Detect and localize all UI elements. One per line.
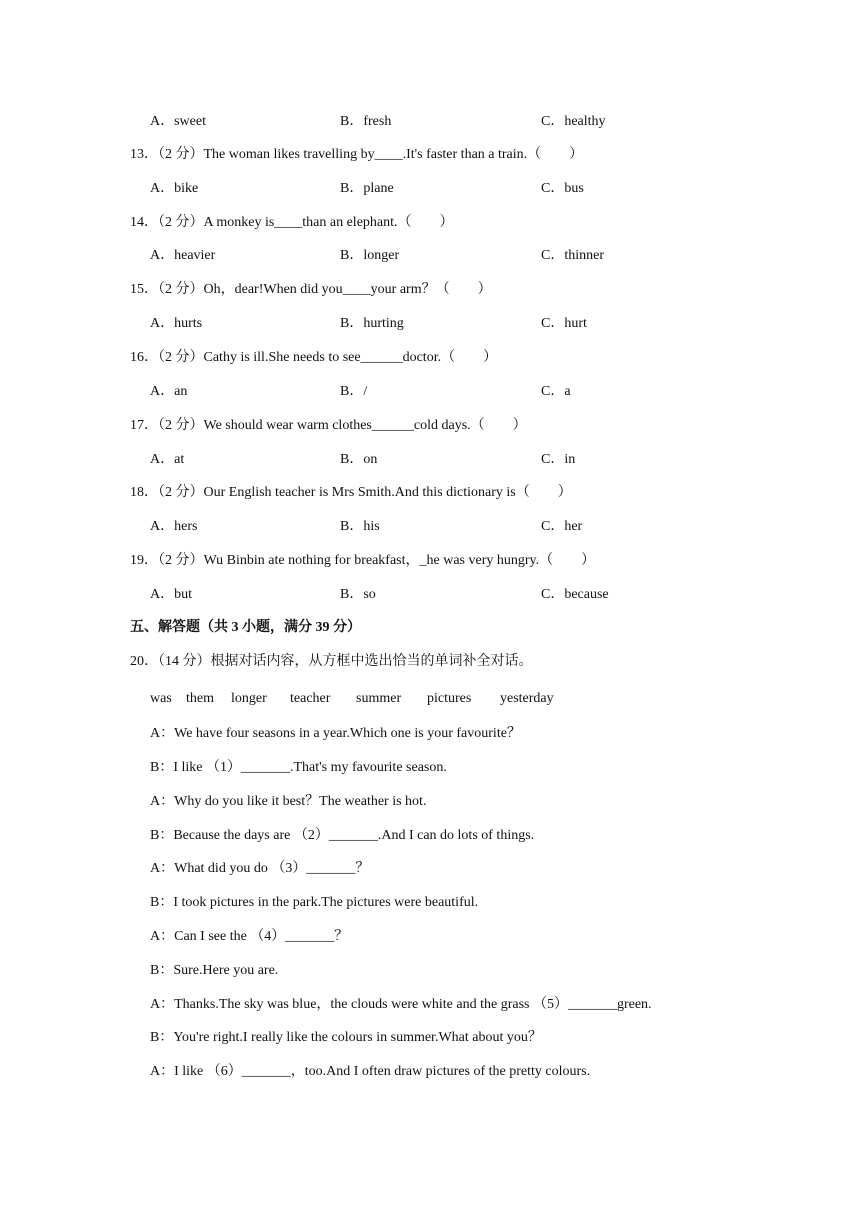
q12-option-c: C．healthy [541, 114, 606, 129]
word-bank-item: yesterday [500, 691, 554, 706]
q12-option-b: B．fresh [340, 114, 392, 129]
word-bank-item: them [186, 691, 214, 706]
q19-option-c: C．because [541, 587, 609, 602]
dialogue-line: B：I like （1）_______.That's my favourite season. [150, 760, 447, 775]
q13-option-c: C．bus [541, 181, 584, 196]
dialogue-line: B：Because the days are （2）_______.And I can do lots of things. [150, 828, 535, 843]
question-15-stem: 15．（2 分）Oh，dear!When did you____your arm？（ ） [130, 282, 492, 297]
question-16-stem: 16．（2 分）Cathy is ill.She needs to see______doctor.（ ） [130, 350, 498, 365]
question-17-stem: 17．（2 分）We should wear warm clothes______cold days.（ ） [130, 418, 527, 433]
q18-option-b: B．his [340, 519, 380, 534]
q16-option-c: C．a [541, 384, 571, 399]
q18-option-a: A．hers [150, 519, 198, 534]
word-bank-item: teacher [290, 691, 331, 706]
dialogue-line: A：I like （6）_______，too.And I often draw pictures of the pretty colours. [150, 1064, 591, 1079]
q16-option-a: A．an [150, 384, 188, 399]
question-18-stem: 18．（2 分）Our English teacher is Mrs Smith.And this dictionary is（ ） [130, 485, 572, 500]
q19-option-b: B．so [340, 587, 376, 602]
question-19-stem: 19．（2 分）Wu Binbin ate nothing for breakfast，_he was very hungry.（ ） [130, 553, 596, 568]
q14-option-a: A．heavier [150, 248, 216, 263]
word-bank-item: pictures [427, 691, 472, 706]
q18-option-c: C．her [541, 519, 583, 534]
q17-option-a: A．at [150, 452, 185, 467]
q15-option-a: A．hurts [150, 316, 203, 331]
q15-option-b: B．hurting [340, 316, 404, 331]
word-bank-item: summer [356, 691, 402, 706]
q17-option-b: B．on [340, 452, 378, 467]
word-bank-item: longer [231, 691, 267, 706]
dialogue-line: A：Why do you like it best？The weather is hot. [150, 794, 427, 809]
q15-option-c: C．hurt [541, 316, 587, 331]
dialogue-line: A：Thanks.The sky was blue，the clouds were white and the grass （5）_______green. [150, 997, 652, 1012]
q16-option-b: B．/ [340, 384, 368, 399]
dialogue-line: B：Sure.Here you are. [150, 963, 279, 978]
dialogue-line: A：Can I see the （4）_______？ [150, 929, 349, 944]
q14-option-c: C．thinner [541, 248, 604, 263]
q14-option-b: B．longer [340, 248, 400, 263]
q13-option-b: B．plane [340, 181, 394, 196]
question-20-stem: 20．（14 分）根据对话内容，从方框中选出恰当的单词补全对话。 [130, 654, 533, 669]
q19-option-a: A．but [150, 587, 192, 602]
dialogue-line: A：We have four seasons in a year.Which one is your favourite？ [150, 726, 521, 741]
dialogue-line: B：You're right.I really like the colours in summer.What about you？ [150, 1030, 542, 1045]
dialogue-line: B：I took pictures in the park.The pictures were beautiful. [150, 895, 479, 910]
question-14-stem: 14．（2 分）A monkey is____than an elephant.（ ） [130, 215, 454, 230]
section-heading: 五、解答题（共 3 小题，满分 39 分） [130, 620, 361, 635]
word-bank-item: was [150, 691, 172, 706]
dialogue-line: A：What did you do （3）_______？ [150, 861, 370, 876]
q13-option-a: A．bike [150, 181, 199, 196]
q12-option-a: A．sweet [150, 114, 206, 129]
q17-option-c: C．in [541, 452, 576, 467]
question-13-stem: 13．（2 分）The woman likes travelling by____.It's faster than a train.（ ） [130, 147, 584, 162]
